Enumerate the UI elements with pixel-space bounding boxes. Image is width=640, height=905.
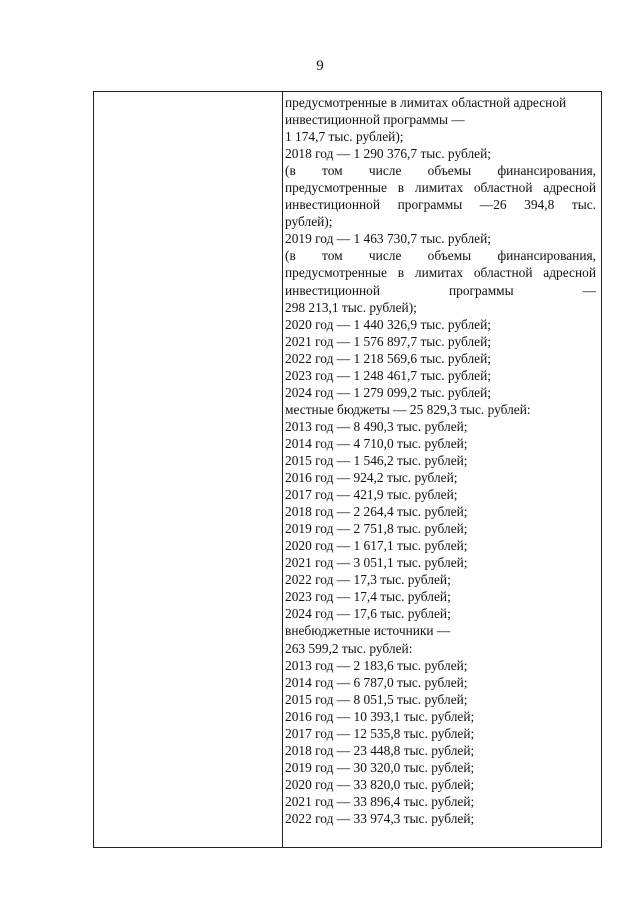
text-line: 2020 год — 1 617,1 тыс. рублей;	[285, 538, 468, 554]
text-line: инвестиционной программы —26 394,8 тыс.	[285, 197, 596, 213]
text-line: 2022 год — 33 974,3 тыс. рублей;	[285, 810, 475, 826]
text-line: 2018 год — 23 448,8 тыс. рублей;	[285, 742, 475, 758]
text-line: 2013 год — 8 490,3 тыс. рублей;	[285, 418, 468, 434]
text-line: 2019 год — 30 320,0 тыс. рублей;	[285, 759, 475, 775]
text-line: 2017 год — 421,9 тыс. рублей;	[285, 487, 458, 503]
text-line: 2023 год — 1 248 461,7 тыс. рублей;	[285, 367, 491, 383]
text-line: 2024 год — 17,6 тыс. рублей;	[285, 606, 451, 622]
text-line: 2021 год — 3 051,1 тыс. рублей;	[285, 555, 468, 571]
text-line: инвестиционной программы —	[285, 282, 596, 298]
column-divider	[282, 92, 283, 847]
text-line: 2016 год — 10 393,1 тыс. рублей;	[285, 708, 475, 724]
text-line: 2014 год — 4 710,0 тыс. рублей;	[285, 435, 468, 451]
text-line: 2013 год — 2 183,6 тыс. рублей;	[285, 657, 468, 673]
page-number: 9	[316, 58, 324, 74]
text-line: внебюджетные источники —	[285, 623, 451, 639]
text-line: 2023 год — 17,4 тыс. рублей;	[285, 589, 451, 605]
text-line: 263 599,2 тыс. рублей:	[285, 640, 413, 656]
text-line: 2021 год — 1 576 897,7 тыс. рублей;	[285, 333, 491, 349]
text-line: 2017 год — 12 535,8 тыс. рублей;	[285, 725, 475, 741]
text-line: (в том числе объемы финансирования,	[285, 248, 596, 264]
text-line: 2018 год — 1 290 376,7 тыс. рублей;	[285, 146, 491, 162]
text-line: 2024 год — 1 279 099,2 тыс. рублей;	[285, 384, 491, 400]
text-line: инвестиционной программы —	[285, 112, 465, 128]
funding-table	[93, 91, 602, 848]
text-line: 298 213,1 тыс. рублей);	[285, 299, 417, 315]
text-line: 2015 год — 1 546,2 тыс. рублей;	[285, 452, 468, 468]
text-line: 2019 год — 1 463 730,7 тыс. рублей;	[285, 231, 491, 247]
text-line: 2022 год — 1 218 569,6 тыс. рублей;	[285, 350, 491, 366]
text-line: местные бюджеты — 25 829,3 тыс. рублей:	[285, 401, 531, 417]
text-line: предусмотренные в лимитах областной адресной	[285, 265, 596, 281]
funding-text-cell	[285, 94, 596, 827]
text-line: 2022 год — 17,3 тыс. рублей;	[285, 572, 451, 588]
text-line: 2016 год — 924,2 тыс. рублей;	[285, 470, 458, 486]
text-line: рублей);	[285, 214, 333, 230]
text-line: 2020 год — 33 820,0 тыс. рублей;	[285, 776, 475, 792]
text-line: предусмотренные в лимитах областной адресной	[285, 95, 567, 110]
text-line: 2018 год — 2 264,4 тыс. рублей;	[285, 504, 468, 520]
text-line: 2021 год — 33 896,4 тыс. рублей;	[285, 793, 475, 809]
text-line: предусмотренные в лимитах областной адресной	[285, 180, 596, 196]
text-line: 2020 год — 1 440 326,9 тыс. рублей;	[285, 316, 491, 332]
text-line: (в том числе объемы финансирования,	[285, 163, 596, 179]
text-line: 2019 год — 2 751,8 тыс. рублей;	[285, 521, 468, 537]
text-line: 2015 год — 8 051,5 тыс. рублей;	[285, 691, 468, 707]
text-line: 1 174,7 тыс. рублей);	[285, 129, 404, 145]
text-line: 2014 год — 6 787,0 тыс. рублей;	[285, 674, 468, 690]
